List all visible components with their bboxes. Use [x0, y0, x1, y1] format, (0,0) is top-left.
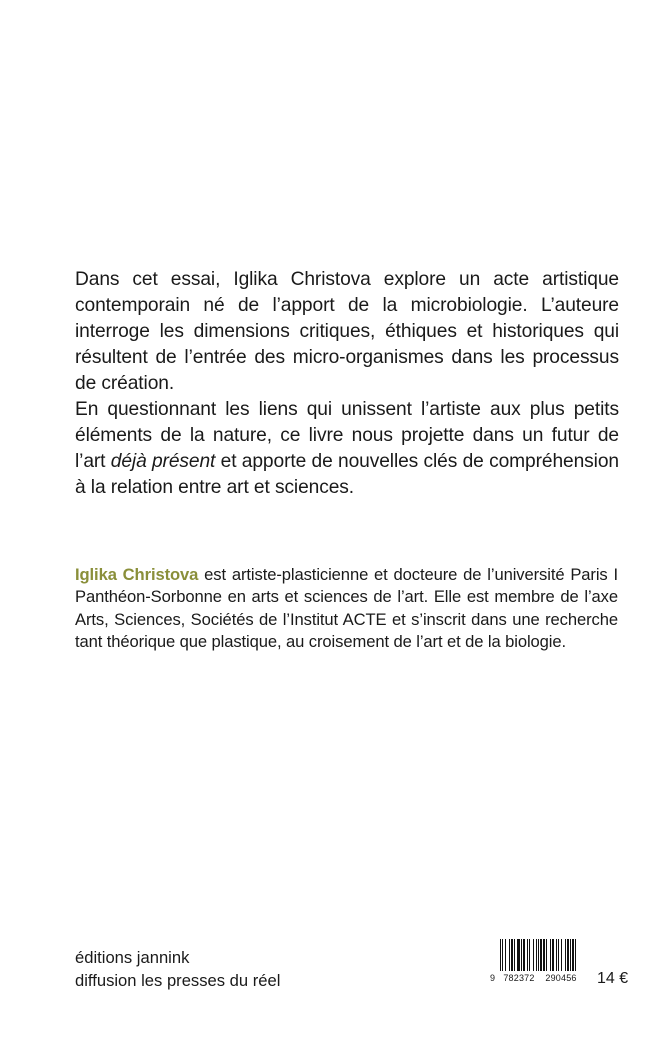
author-name: Iglika Christova — [75, 565, 199, 584]
barcode-bar — [527, 939, 528, 971]
barcode-bar — [502, 939, 503, 971]
barcode-bar — [523, 939, 525, 971]
barcode-bar — [514, 939, 515, 971]
barcode-bar — [572, 939, 574, 971]
barcode-bar — [500, 939, 501, 971]
barcode-bar — [517, 939, 520, 971]
barcode-bar — [570, 939, 571, 971]
barcode-bar — [543, 939, 545, 971]
barcode-bar — [575, 939, 576, 971]
blurb-italic-phrase: déjà présent — [110, 451, 216, 472]
barcode-bar — [521, 939, 522, 971]
distributor-name: diffusion les presses du réel — [75, 971, 281, 990]
barcode-bar — [546, 939, 547, 971]
barcode-group-2: 290456 — [545, 973, 577, 983]
publisher-name: éditions jannink — [75, 948, 190, 967]
author-bio — [75, 564, 618, 653]
blurb-text-part-2: et apporte de nouvelles clés de compréhension à la relation entre art et sciences. — [75, 451, 619, 498]
barcode-bar — [511, 939, 513, 971]
barcode-bar — [565, 939, 566, 971]
barcode-bar — [567, 939, 569, 971]
barcode-bars — [490, 939, 594, 971]
book-blurb — [75, 267, 619, 501]
barcode-bar — [558, 939, 559, 971]
blurb-paragraph-1: Dans cet essai, Iglika Christova explore un acte artistique contemporain né de l’apport de la microbiologie. L’auteure interroge les dimensions critiques, éthiques et historiques qui résultent de l’entrée des micro-organismes dans les processus de création. — [75, 269, 619, 394]
publisher-info — [75, 946, 280, 992]
barcode-bar — [552, 939, 554, 971]
barcode-bar — [509, 939, 510, 971]
barcode-bar — [505, 939, 506, 971]
blurb-text-part-1: En questionnant les liens qui unissent l’artiste aux plus petits éléments de la nature, ce livre nous projette dans un futur de l’art — [75, 399, 619, 472]
barcode-bar — [529, 939, 530, 971]
blurb-paragraph-2 — [75, 397, 619, 501]
barcode-digits — [490, 973, 594, 983]
barcode-lead-digit: 9 — [490, 973, 496, 983]
barcode-bar — [536, 939, 537, 971]
barcode-bar — [538, 939, 539, 971]
barcode-bar — [540, 939, 542, 971]
barcode-bar — [550, 939, 551, 971]
price-label: 14 € — [597, 970, 629, 987]
author-bio-paragraph — [75, 564, 618, 653]
barcode-group-1: 782372 — [503, 973, 535, 983]
barcode-bar — [556, 939, 557, 971]
barcode-bar — [561, 939, 562, 971]
author-bio-text: est artiste-plasticienne et docteure de l’université Paris I Panthéon-Sorbonne en arts et sciences de l’art. Elle est membre de l’axe Arts, Sciences, Sociétés de l’Institut ACTE et s’inscrit dans une recherche tant théorique que plastique, au croisement de l’art et de la biologie. — [75, 565, 618, 651]
isbn-barcode — [490, 939, 594, 995]
barcode-bar — [533, 939, 534, 971]
